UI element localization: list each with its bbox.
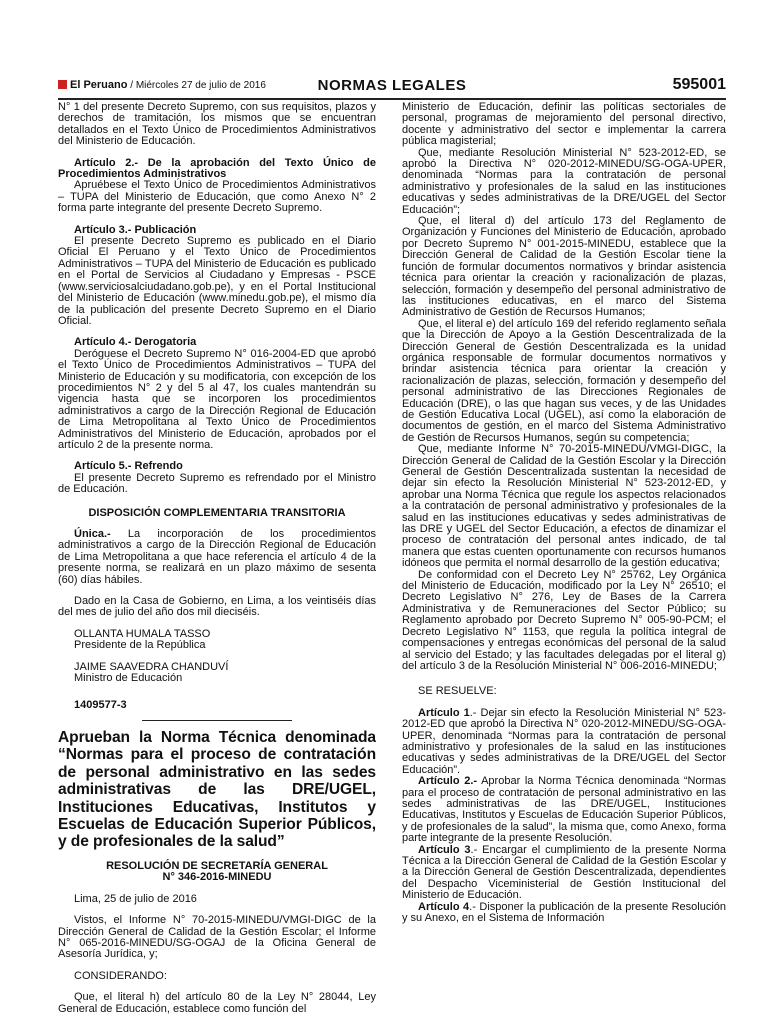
header-publication: El Peruano / Miércoles 27 de julio de 2016 (58, 79, 266, 91)
paragraph: Que, el literal h) del artículo 80 de la Ley N° 28044, Ley General de Educación, establece como función del (58, 991, 376, 1015)
document-code: 1409577-3 (74, 699, 127, 712)
article-heading: Artículo 5.- Refrendo (74, 460, 183, 473)
paragraph: Que, el literal d) del artículo 173 del Reglamento de Organización y Funciones del Ministerio de Educación, aprobado por Decreto Supremo N° 001-2015-MINEDU, establece que la Dirección General de Calidad de la Gestión Escolar tiene la función de formular documentos normativos y brindar asistencia técnica para orientar la creación y racionalización de plazas, selección, formación y desempeño del personal administrativo de las instituciones educativas, en el marco del Sistema Administrativo de Gestión de Recursos Humanos; (402, 215, 726, 319)
signatory-name: OLLANTA HUMALA TASSO (74, 627, 211, 640)
article-heading: Artículo 2.- De la aprobación del Texto Único de Procedimientos Administrativos (58, 156, 376, 181)
page-number: 595001 (672, 76, 726, 93)
paragraph: Que, mediante Informe N° 70-2015-MINEDU/VMGI-DIGC, la Dirección General de Calidad de la Gestión Escolar y la Dirección General de Gestión Descentralizada sustentan la necesidad de dejar sin efecto la Resolución Ministerial N° 523-2012-ED, y aprobar una Norma Técnica que regule los aspectos relacionados a la contratación de personal administrativo y profesionales de la salud en las instituciones educativas y sedes administrativas de las DRE y UGEL del Sector Educación, a efectos de dinamizar el proceso de contratación del personal antes indicado, de tal manera que estas cuenten oportunamente con recursos humanos idóneos que permita el normal desarrollo de la gestión educativa; (402, 443, 726, 570)
resolution-number: N° 346-2016-MINEDU (162, 871, 272, 884)
paragraph: Única.- La incorporación de los procedimientos administrativos a cargo de la Dirección Regional de Educación de Lima Metropolitana a que hace referencia el artículo 4 de la presente norma, se realizará en un plazo máximo de sesenta (60) días hábiles. (58, 528, 376, 586)
article-heading: Artículo 3.- Publicación (74, 223, 197, 236)
paragraph: Artículo 3.- Encargar el cumplimiento de la presente Norma Técnica a la Dirección General de Calidad de la Gestión Escolar y a la Dirección General de Gestión Descentralizada, dependientes del Despacho Viceministerial de Gestión Institucional del Ministerio de Educación. (402, 843, 726, 902)
paragraph: Ministerio de Educación, definir las políticas sectoriales de personal, programas de mejoramiento del personal directivo, docente y administrativo del sector e implementar la carrera pública magisterial; (402, 102, 726, 148)
date-line: Lima, 25 de julio de 2016 (74, 892, 197, 905)
page-header (58, 76, 726, 100)
publication-name: El Peruano (70, 79, 128, 91)
paragraph: Apruébese el Texto Único de Procedimientos Administrativos – TUPA del Ministerio de Educación, que como Anexo N° 2 forma parte integrante del presente Decreto Supremo. (58, 179, 376, 215)
paragraph: Dado en la Casa de Gobierno, en Lima, a los veintiséis días del mes de julio del año dos mil dieciséis. (58, 595, 376, 619)
section-title: NORMAS LEGALES (317, 77, 467, 94)
left-column (58, 102, 376, 1016)
paragraph: El presente Decreto Supremo es refrendado por el Ministro de Educación. (58, 471, 376, 496)
divider (142, 720, 292, 721)
paragraph: El presente Decreto Supremo es publicado en el Diario Oficial El Peruano y el Texto Único de Procedimientos Administrativos – TUPA del Ministerio de Educación es publicado en el Portal de Servicios al Ciudadano y Empresas - PSCE (www.serviciosalciudadano.gob.pe), y en el Portal Institucional del Ministerio de Educación (www.minedu.gob.pe), el mismo día de la publicación del presente Decreto Supremo en el Diario Oficial. (58, 235, 376, 327)
paragraph: Artículo 1.- Dejar sin efecto la Resolución Ministerial N° 523-2012-ED que aprobó la Directiva N° 020-2012-MINEDU/SG-OGA-UPER, denominada “Normas para la contratación de personal administrativo y profesionales de la salud en las instituciones educativas y sedes administrativas de la DRE/UGEL del Sector Educación”. (402, 706, 726, 776)
paragraph: Que, el literal e) del artículo 169 del referido reglamento señala que la Dirección de Apoyo a la Gestión Descentralizada de la Dirección General de Gestión Descentralizada es la unidad orgánica responsable de formular documentos normativos y brindar asistencia técnica para orientar la creación y racionalización de plazas, selección, formación y desempeño del personal administrativo de las Direcciones Regionales de Educación (DRE), o las que hagan sus veces, y de las Unidades de Gestión Educativa Local (UGEL), así como la elaboración de documentos de gestión, en el marco del Sistema Administrativo de Gestión de Recursos Humanos, según su competencia; (402, 317, 726, 444)
resolution-title: RESOLUCIÓN DE SECRETARÍA GENERAL (106, 859, 328, 872)
paragraph: SE RESUELVE: (418, 685, 497, 698)
paragraph: Que, mediante Resolución Ministerial N° 523-2012-ED, se aprobó la Directiva N° 020-2012-MINEDU/SG-OGA-UPER, denominada “Normas para la contratación de personal administrativo y profesionales de la salud en las instituciones educativas y sedes administrativas de la DRE/UGEL del Sector Educación”; (402, 146, 726, 216)
paragraph: Artículo 4.- Disponer la publicación de la presente Resolución y su Anexo, en el Sistema de Información (402, 900, 726, 925)
disposition-title: DISPOSICIÓN COMPLEMENTARIA TRANSITORIA (88, 506, 346, 519)
publication-date: Miércoles 27 de julio de 2016 (135, 80, 266, 91)
right-column (402, 102, 726, 1016)
paragraph: Artículo 2.- Aprobar la Norma Técnica denominada “Normas para el proceso de contratación de personal administrativo en las sedes administrativas de las DRE/UGEL, Instituciones Educativas, Institutos y Escuelas de Educación Superior Públicos, y de profesionales de la salud”, la misma que, como Anexo, forma parte integrante de la presente Resolución. (402, 775, 726, 845)
signatory-role: Ministro de Educación (74, 672, 183, 685)
paragraph: De conformidad con el Decreto Ley N° 25762, Ley Orgánica del Ministerio de Educación, modificado por la Ley N° 26510; el Decreto Legislativo N° 276, Ley de Bases de la Carrera Administrativa y de Remuneraciones del Sector Público; su Reglamento aprobado por Decreto Supremo N° 005-90-PCM; el Decreto Legislativo N° 1153, que regula la política integral de compensaciones y entregas económicas del personal de la salud al servicio del Estado; y las facultades delegadas por el literal g) del artículo 3 de la Resolución Ministerial N° 006-2016-MINEDU; (402, 568, 726, 672)
signatory-name: JAIME SAAVEDRA CHANDUVÍ (74, 660, 229, 673)
paragraph: Deróguese el Decreto Supremo N° 016-2004-ED que aprobó el Texto Único de Procedimientos Administrativos – TUPA del Ministerio de Educación y su modificatoria, con excepción de los procedimientos N° 2 y del 5 al 47, los cuales mantendrán su vigencia hasta que se incorporen los procedimientos administrativos a cargo de la Dirección Regional de Educación de Lima Metropolitana al Texto Único de Procedimientos Administrativos del Ministerio de Educación, aprobados por el artículo 2 de la presente norma. (58, 347, 376, 451)
paragraph: CONSIDERANDO: (74, 969, 167, 982)
signatory-role: Presidente de la República (74, 639, 206, 652)
paragraph: N° 1 del presente Decreto Supremo, con sus requisitos, plazos y derechos de tramitación, los mismos que se encuentran detallados en el Texto Único de Procedimientos Administrativos del Ministerio de Educación. (58, 102, 376, 148)
paragraph: Vistos, el Informe N° 70-2015-MINEDU/VMGI-DIGC de la Dirección General de Calidad de la Gestión Escolar; el Informe N° 065-2016-MINEDU/SG-OGAJ de la Oficina General de Asesoría Jurídica, y; (58, 914, 376, 961)
article-heading: Artículo 4.- Derogatoria (74, 336, 197, 349)
norm-title: Aprueban la Norma Técnica denominada “Normas para el proceso de contratación de personal administrativo en las sedes administrativas de las DRE/UGEL, Instituciones Educativas, Institutos y Escuelas de Educación Superior Públicos, y de profesionales de la salud” (58, 728, 376, 851)
